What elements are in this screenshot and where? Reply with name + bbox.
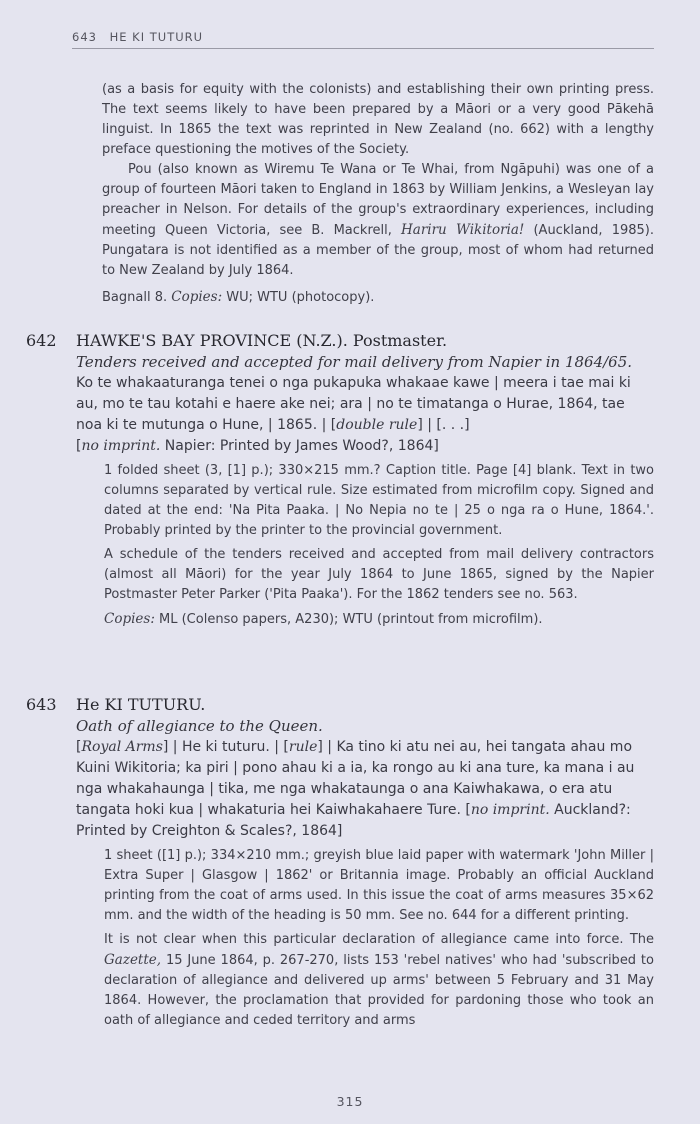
entry-title: He KI TUTURU. <box>76 695 206 714</box>
running-head-page: 643 <box>72 30 97 44</box>
bracket: [ <box>76 739 82 755</box>
entry-642-transcript <box>76 373 654 436</box>
physical-description: 1 sheet ([1] p.); 334×210 mm.; greyish blue laid paper with watermark 'John Miller | Extra Super | Glasgow | 1862' or Britannia image. Probably an official Auckland printing from the coat of arms used. In this issue the coat of arms measures 35×62 mm. and the width of the heading is 50 mm. See no. 644 for a different printing. <box>104 848 654 923</box>
continued-text <box>102 80 654 308</box>
running-head <box>72 30 654 49</box>
running-head-title: HE KI TUTURU <box>109 30 204 44</box>
reference-line <box>102 287 654 308</box>
entry-643-description <box>104 846 654 1031</box>
entry-643-subtitle: Oath of allegiance to the Queen. <box>76 717 323 735</box>
no-imprint: no imprint. <box>81 438 161 454</box>
physical-description: 1 folded sheet (3, [1] p.); 330×215 mm.? Caption title. Page [4] blank. Text in two columns separated by vertical rule. Size estimated from microfilm copy. Signed and dated at the end: 'Na Pita Paaka. | No Nepia no te | 25 o nga ra o Hune, 1864.'. Probably printed by the printer to the provincial government. <box>104 463 654 538</box>
royal-arms-note: Royal Arms <box>81 739 163 755</box>
continued-paragraph: (as a basis for equity with the colonists) and establishing their own printing press. The text seems likely to have been prepared by a Māori or a very good Pākehā linguist. In 1865 the text was reprinted in New Zealand (no. 662) with a lengthy preface questioning the motives of the Society. <box>102 82 654 157</box>
entry-643 <box>26 694 654 1031</box>
entry-642-imprint <box>76 436 654 457</box>
entry-643-heading <box>26 694 654 716</box>
transcript-text-2: ] | Ka tino ki atu nei au, hei tangata ahau mo Kuini Wikitoria; ka piri | pono ahau ki a ia, ka rongo au ki ana ture, ka mana i au nga whakahaunga | tika, me nga whakataunga o ana Kaiwhakawa, o era atu tangata hoki kua | whakaturia hei Kaiwhakahaere Ture. [ <box>76 739 635 818</box>
transcript-end: ] | [. . .] <box>417 417 470 433</box>
pou-text-a: Pou (also known as Wiremu Te Wana or Te Whai, from Ngāpuhi) was one of a group of fourteen Māori taken to England in 1863 by William Jenkins, a Wesleyan lay preacher in Nelson. For details of the group's extraordinary experiences, including meeting Queen Victoria, see B. Mackrell, <box>102 162 654 238</box>
entry-642-description <box>104 461 654 630</box>
book-title: Hariru Wikitoria! <box>401 222 525 238</box>
page-number: 315 <box>336 1094 364 1109</box>
copies-text: ML (Colenso papers, A230); WTU (printout from microfilm). <box>154 612 543 627</box>
pou-text-b: (Auckland, 1985). Pungatara is not identified as a member of the group, most of whom had returned to New Zealand by July 1864. <box>102 223 654 278</box>
content-note <box>104 930 654 1031</box>
entry-number: 642 <box>26 331 57 350</box>
transcript-text: Ko te whakaaturanga tenei o nga pukapuka whakaae kawe | meera i tae mai ki au, mo te tau kotahi e haere ake nei; ara | no te timatanga o Hurae, 1864, tae noa ki te mutunga o Hune, | 1865. | [ <box>76 375 631 433</box>
rule-note: rule <box>288 739 318 755</box>
entry-title: HAWKE'S BAY PROVINCE (N.Z.). Postmaster. <box>76 331 448 350</box>
note-text-a: It is not clear when this particular declaration of allegiance came into force. The <box>104 932 654 947</box>
ref-copies: WU; WTU (photocopy). <box>222 290 375 305</box>
gazette-title: Gazette, <box>104 952 162 968</box>
ref-bagnall: Bagnall 8. <box>102 290 172 305</box>
copies-line <box>104 609 654 630</box>
rule-note: double rule <box>336 417 418 433</box>
pou-paragraph <box>102 160 654 281</box>
bracket: [ <box>76 438 82 454</box>
entry-642-heading <box>26 330 654 352</box>
transcript-text: ] | He ki tuturu. | [ <box>162 739 289 755</box>
note-text-b: 15 June 1864, p. 267-270, lists 153 'rebel natives' who had 'subscribed to declaration of allegiance and delivered up arms' between 5 February and 31 May 1864. However, the proclamation that provided for pardoning those who took an oath of allegiance and ceded territory and arms <box>104 953 654 1028</box>
copies-label: Copies: <box>104 611 155 627</box>
content-note: A schedule of the tenders received and accepted from mail delivery contractors (almost all Māori) for the year July 1864 to June 1865, signed by the Napier Postmaster Peter Parker ('Pita Paaka'). For the 1862 tenders see no. 563. <box>104 547 654 602</box>
entry-643-transcript <box>76 737 654 842</box>
imprint-text: Auckland?: Printed by Creighton & Scales?, 1864] <box>76 802 631 839</box>
entry-642 <box>26 330 654 630</box>
no-imprint: no imprint. <box>470 802 550 818</box>
entry-642-subtitle: Tenders received and accepted for mail delivery from Napier in 1864/65. <box>76 353 633 371</box>
entry-number: 643 <box>26 695 57 714</box>
ref-copies-label: Copies: <box>171 289 223 305</box>
imprint-text: Napier: Printed by James Wood?, 1864] <box>160 438 439 454</box>
